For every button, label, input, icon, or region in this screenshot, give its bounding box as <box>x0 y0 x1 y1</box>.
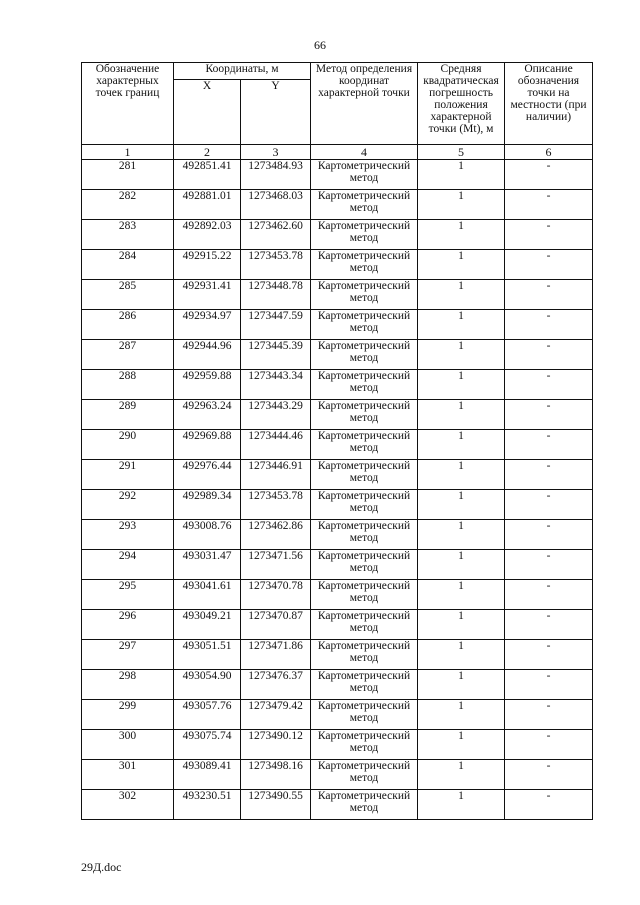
y-cell: 1273470.87 <box>241 610 311 640</box>
table-row <box>82 190 593 220</box>
method-cell <box>311 790 418 820</box>
method-line: Картометрический <box>317 190 411 202</box>
description-cell: - <box>505 310 593 340</box>
point-cell: 281 <box>82 160 174 190</box>
method-line: Картометрический <box>317 160 411 172</box>
method-line: метод <box>349 682 379 694</box>
y-cell: 1273498.16 <box>241 760 311 790</box>
x-cell: 493031.47 <box>174 550 241 580</box>
method-cell <box>311 220 418 250</box>
header-error: Средняя квадратическая погрешность положения характерной точки (Mt), м <box>418 63 505 145</box>
method-cell <box>311 640 418 670</box>
method-line: Картометрический <box>317 280 411 292</box>
method-line: метод <box>349 442 379 454</box>
method-line: метод <box>349 352 379 364</box>
point-cell: 293 <box>82 520 174 550</box>
error-cell: 1 <box>418 520 505 550</box>
description-cell: - <box>505 400 593 430</box>
y-cell: 1273479.42 <box>241 700 311 730</box>
table-row <box>82 640 593 670</box>
table-row <box>82 580 593 610</box>
x-cell: 492989.34 <box>174 490 241 520</box>
description-cell: - <box>505 670 593 700</box>
header-description: Описание обозначения точки на местности (при наличии) <box>505 63 593 145</box>
y-cell: 1273490.12 <box>241 730 311 760</box>
method-line: метод <box>349 232 379 244</box>
y-cell: 1273446.91 <box>241 460 311 490</box>
error-cell: 1 <box>418 220 505 250</box>
error-cell: 1 <box>418 250 505 280</box>
x-cell: 492976.44 <box>174 460 241 490</box>
column-number: 6 <box>505 145 593 160</box>
method-line: метод <box>349 592 379 604</box>
method-line: метод <box>349 292 379 304</box>
x-cell: 493051.51 <box>174 640 241 670</box>
method-line: метод <box>349 742 379 754</box>
method-line: Картометрический <box>317 220 411 232</box>
table-row <box>82 520 593 550</box>
y-cell: 1273444.46 <box>241 430 311 460</box>
x-cell: 493008.76 <box>174 520 241 550</box>
method-line: метод <box>349 772 379 784</box>
error-cell: 1 <box>418 190 505 220</box>
method-line: Картометрический <box>317 730 411 742</box>
error-cell: 1 <box>418 700 505 730</box>
method-cell <box>311 190 418 220</box>
description-cell: - <box>505 760 593 790</box>
method-cell <box>311 700 418 730</box>
x-cell: 492959.88 <box>174 370 241 400</box>
description-cell: - <box>505 220 593 250</box>
description-cell: - <box>505 160 593 190</box>
table-row <box>82 490 593 520</box>
point-cell: 289 <box>82 400 174 430</box>
method-line: метод <box>349 472 379 484</box>
y-cell: 1273471.86 <box>241 640 311 670</box>
column-number-row <box>82 145 593 160</box>
error-cell: 1 <box>418 760 505 790</box>
table-row <box>82 700 593 730</box>
x-cell: 493041.61 <box>174 580 241 610</box>
error-cell: 1 <box>418 340 505 370</box>
method-cell <box>311 610 418 640</box>
error-cell: 1 <box>418 790 505 820</box>
description-cell: - <box>505 250 593 280</box>
x-cell: 492931.41 <box>174 280 241 310</box>
method-line: Картометрический <box>317 250 411 262</box>
x-cell: 493054.90 <box>174 670 241 700</box>
method-line: Картометрический <box>317 490 411 502</box>
method-line: Картометрический <box>317 790 411 802</box>
x-cell: 492934.97 <box>174 310 241 340</box>
method-line: Картометрический <box>317 670 411 682</box>
table-row <box>82 670 593 700</box>
table-row <box>82 400 593 430</box>
method-cell <box>311 550 418 580</box>
method-line: метод <box>349 532 379 544</box>
x-cell: 492881.01 <box>174 190 241 220</box>
point-cell: 284 <box>82 250 174 280</box>
y-cell: 1273476.37 <box>241 670 311 700</box>
method-line: Картометрический <box>317 700 411 712</box>
error-cell: 1 <box>418 280 505 310</box>
method-line: Картометрический <box>317 370 411 382</box>
method-line: Картометрический <box>317 640 411 652</box>
table-row <box>82 250 593 280</box>
point-cell: 294 <box>82 550 174 580</box>
description-cell: - <box>505 730 593 760</box>
error-cell: 1 <box>418 400 505 430</box>
point-cell: 296 <box>82 610 174 640</box>
column-number: 5 <box>418 145 505 160</box>
description-cell: - <box>505 790 593 820</box>
method-line: Картометрический <box>317 340 411 352</box>
point-cell: 298 <box>82 670 174 700</box>
x-cell: 493075.74 <box>174 730 241 760</box>
description-cell: - <box>505 460 593 490</box>
x-cell: 493230.51 <box>174 790 241 820</box>
method-line: метод <box>349 652 379 664</box>
error-cell: 1 <box>418 370 505 400</box>
point-cell: 295 <box>82 580 174 610</box>
point-cell: 301 <box>82 760 174 790</box>
table-body <box>82 160 593 820</box>
y-cell: 1273468.03 <box>241 190 311 220</box>
column-number: 2 <box>174 145 241 160</box>
point-cell: 287 <box>82 340 174 370</box>
description-cell: - <box>505 520 593 550</box>
point-cell: 282 <box>82 190 174 220</box>
column-number: 1 <box>82 145 174 160</box>
column-number: 3 <box>241 145 311 160</box>
method-cell <box>311 340 418 370</box>
table-row <box>82 160 593 190</box>
method-line: метод <box>349 382 379 394</box>
method-cell <box>311 760 418 790</box>
header-method: Метод определения координат характерной точки <box>311 63 418 145</box>
y-cell: 1273443.34 <box>241 370 311 400</box>
error-cell: 1 <box>418 490 505 520</box>
method-cell <box>311 670 418 700</box>
y-cell: 1273470.78 <box>241 580 311 610</box>
x-cell: 492851.41 <box>174 160 241 190</box>
method-cell <box>311 730 418 760</box>
x-cell: 493089.41 <box>174 760 241 790</box>
column-number: 4 <box>311 145 418 160</box>
y-cell: 1273471.56 <box>241 550 311 580</box>
error-cell: 1 <box>418 430 505 460</box>
point-cell: 300 <box>82 730 174 760</box>
coordinates-table <box>81 62 593 820</box>
error-cell: 1 <box>418 460 505 490</box>
point-cell: 292 <box>82 490 174 520</box>
x-cell: 493057.76 <box>174 700 241 730</box>
method-line: метод <box>349 262 379 274</box>
table-row <box>82 220 593 250</box>
method-cell <box>311 520 418 550</box>
point-cell: 291 <box>82 460 174 490</box>
method-line: Картометрический <box>317 580 411 592</box>
x-cell: 492915.22 <box>174 250 241 280</box>
method-line: Картометрический <box>317 310 411 322</box>
table-row <box>82 550 593 580</box>
error-cell: 1 <box>418 670 505 700</box>
method-cell <box>311 400 418 430</box>
header-coordinates: Координаты, м <box>174 63 311 80</box>
y-cell: 1273453.78 <box>241 490 311 520</box>
method-line: Картометрический <box>317 760 411 772</box>
method-cell <box>311 580 418 610</box>
method-cell <box>311 430 418 460</box>
point-cell: 285 <box>82 280 174 310</box>
description-cell: - <box>505 550 593 580</box>
point-cell: 283 <box>82 220 174 250</box>
point-cell: 302 <box>82 790 174 820</box>
method-line: метод <box>349 202 379 214</box>
x-cell: 492969.88 <box>174 430 241 460</box>
description-cell: - <box>505 640 593 670</box>
method-line: метод <box>349 802 379 814</box>
description-cell: - <box>505 700 593 730</box>
table-row <box>82 280 593 310</box>
y-cell: 1273462.60 <box>241 220 311 250</box>
header-point: Обозначение характерных точек границ <box>82 63 174 145</box>
method-cell <box>311 160 418 190</box>
method-line: метод <box>349 412 379 424</box>
table-row <box>82 460 593 490</box>
description-cell: - <box>505 580 593 610</box>
method-line: Картометрический <box>317 550 411 562</box>
x-cell: 492963.24 <box>174 400 241 430</box>
y-cell: 1273448.78 <box>241 280 311 310</box>
point-cell: 286 <box>82 310 174 340</box>
y-cell: 1273484.93 <box>241 160 311 190</box>
error-cell: 1 <box>418 580 505 610</box>
table-row <box>82 790 593 820</box>
y-cell: 1273462.86 <box>241 520 311 550</box>
table-row <box>82 430 593 460</box>
x-cell: 493049.21 <box>174 610 241 640</box>
method-line: метод <box>349 562 379 574</box>
table-row <box>82 610 593 640</box>
x-cell: 492892.03 <box>174 220 241 250</box>
footer-filename: 29Д.doc <box>81 860 122 874</box>
table-row <box>82 340 593 370</box>
method-line: Картометрический <box>317 520 411 532</box>
description-cell: - <box>505 610 593 640</box>
method-line: Картометрический <box>317 430 411 442</box>
point-cell: 299 <box>82 700 174 730</box>
table-row <box>82 370 593 400</box>
method-line: Картометрический <box>317 400 411 412</box>
method-line: метод <box>349 172 379 184</box>
error-cell: 1 <box>418 160 505 190</box>
error-cell: 1 <box>418 640 505 670</box>
method-line: Картометрический <box>317 460 411 472</box>
header-y: Y <box>241 80 311 145</box>
method-cell <box>311 370 418 400</box>
y-cell: 1273453.78 <box>241 250 311 280</box>
description-cell: - <box>505 190 593 220</box>
method-cell <box>311 310 418 340</box>
y-cell: 1273445.39 <box>241 340 311 370</box>
method-line: метод <box>349 322 379 334</box>
error-cell: 1 <box>418 610 505 640</box>
method-line: Картометрический <box>317 610 411 622</box>
error-cell: 1 <box>418 730 505 760</box>
method-cell <box>311 250 418 280</box>
table-row <box>82 730 593 760</box>
method-cell <box>311 490 418 520</box>
method-cell <box>311 280 418 310</box>
description-cell: - <box>505 340 593 370</box>
y-cell: 1273490.55 <box>241 790 311 820</box>
point-cell: 288 <box>82 370 174 400</box>
description-cell: - <box>505 280 593 310</box>
y-cell: 1273447.59 <box>241 310 311 340</box>
error-cell: 1 <box>418 550 505 580</box>
method-cell <box>311 460 418 490</box>
point-cell: 297 <box>82 640 174 670</box>
page-number: 66 <box>314 38 326 52</box>
header-x: X <box>174 80 241 145</box>
table-row <box>82 310 593 340</box>
method-line: метод <box>349 622 379 634</box>
error-cell: 1 <box>418 310 505 340</box>
description-cell: - <box>505 490 593 520</box>
description-cell: - <box>505 370 593 400</box>
y-cell: 1273443.29 <box>241 400 311 430</box>
method-line: метод <box>349 502 379 514</box>
method-line: метод <box>349 712 379 724</box>
description-cell: - <box>505 430 593 460</box>
point-cell: 290 <box>82 430 174 460</box>
x-cell: 492944.96 <box>174 340 241 370</box>
table-row <box>82 760 593 790</box>
